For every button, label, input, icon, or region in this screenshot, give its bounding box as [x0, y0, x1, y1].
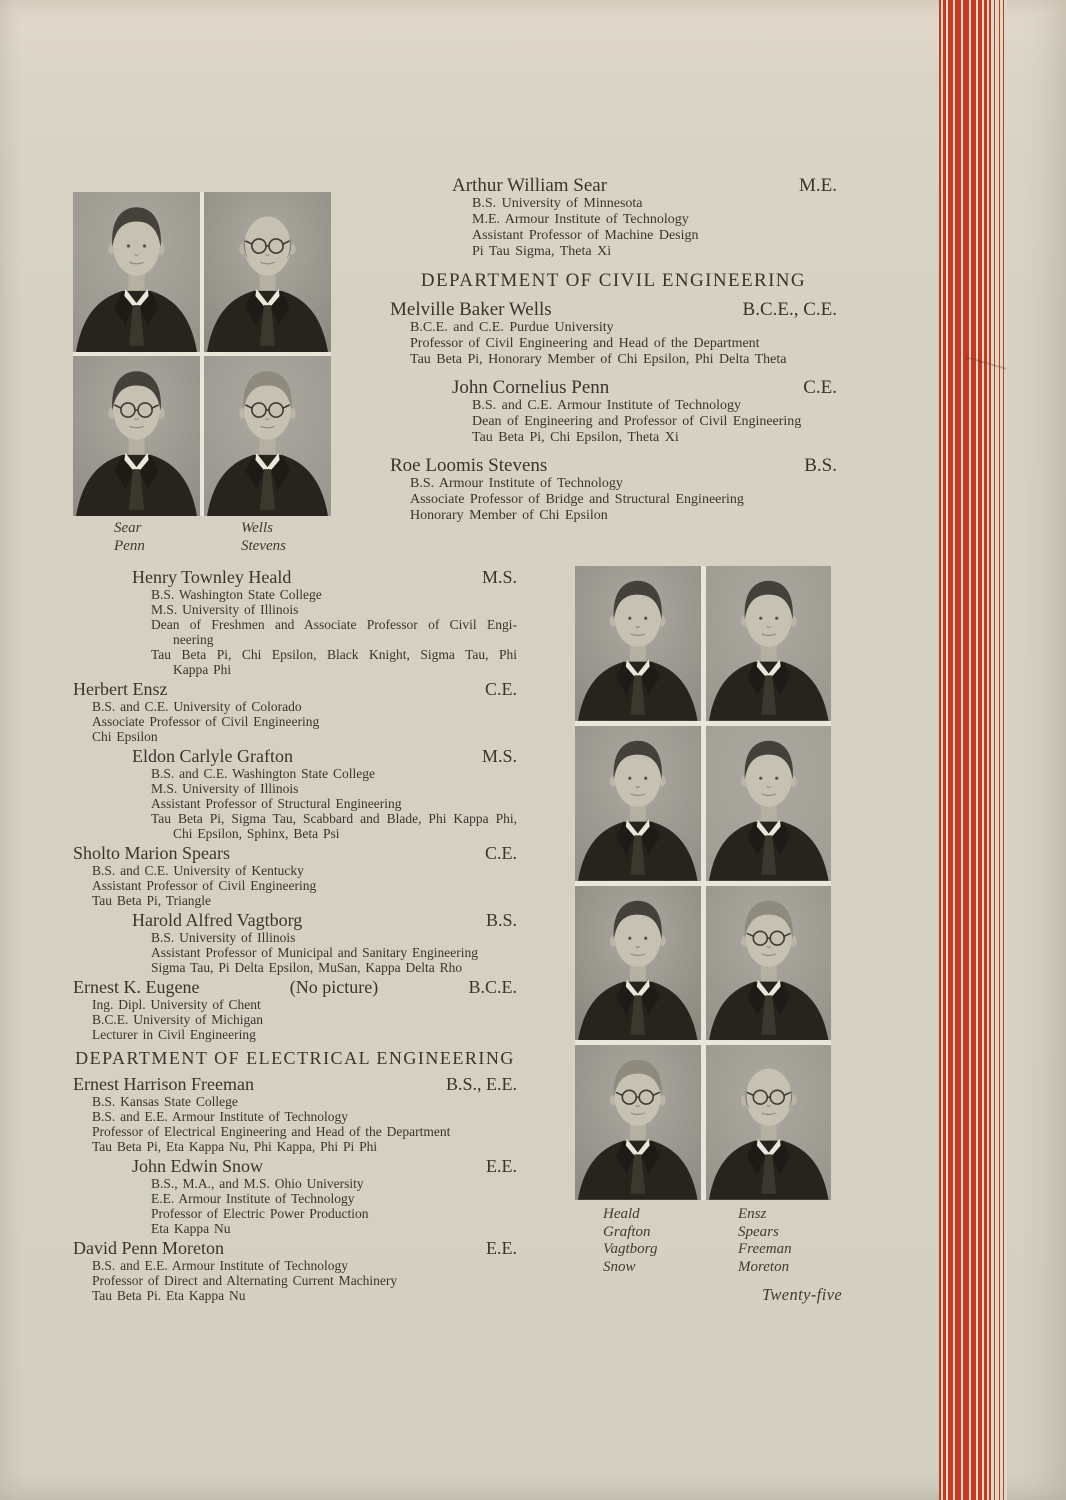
faculty-detail-line: Tau Beta Pi, Honorary Member of Chi Epsilon, Phi Delta Theta: [410, 352, 787, 367]
faculty-entry-head: [452, 176, 837, 196]
faculty-detail-line: Dean of Freshmen and Associate Professor of Civil Engi-: [151, 617, 517, 632]
photo-caption: Freeman: [738, 1241, 792, 1257]
faculty-degree: C.E.: [484, 843, 517, 863]
faculty-entry-head: [390, 300, 837, 320]
faculty-name: Ernest Harrison Freeman: [73, 1074, 254, 1094]
faculty-name: John Edwin Snow: [132, 1156, 264, 1176]
portrait-photo-penn: [73, 356, 200, 516]
faculty-degree: B.S.: [804, 455, 837, 476]
faculty-degree: M.E.: [799, 175, 837, 196]
faculty-name: Harold Alfred Vagtborg: [132, 910, 303, 930]
faculty-entry: [73, 911, 517, 975]
faculty-name: Sholto Marion Spears: [73, 843, 230, 863]
faculty-detail-line: Pi Tau Sigma, Theta Xi: [472, 244, 612, 259]
faculty-degree: B.C.E., C.E.: [742, 299, 837, 320]
faculty-detail-line: Dean of Engineering and Professor of Civil Engineering: [472, 414, 802, 429]
portrait-photo-vagtborg: [575, 886, 701, 1041]
faculty-entry-head: [73, 680, 517, 699]
faculty-detail-line: Eta Kappa Nu: [151, 1221, 231, 1236]
faculty-degree: M.S.: [481, 746, 517, 766]
faculty-details: [390, 320, 837, 368]
faculty-entry-head: [452, 378, 837, 398]
portrait-photo-snow: [575, 1045, 701, 1200]
faculty-degree: B.S.: [485, 910, 517, 930]
faculty-detail-line: Ing. Dipl. University of Chent: [92, 997, 261, 1012]
faculty-entry-head: [73, 844, 517, 863]
faculty-degree: M.S.: [481, 567, 517, 587]
faculty-detail-line: Kappa Phi: [173, 662, 232, 677]
faculty-detail-line: Assistant Professor of Machine Design: [472, 228, 699, 243]
portrait-photo-spears: [706, 726, 832, 881]
photo-caption: Vagtborg: [603, 1241, 658, 1257]
photo-caption: Moreton: [738, 1258, 790, 1275]
mechanical-entries-group: [390, 176, 837, 260]
top-faculty-block: [390, 176, 837, 534]
faculty-entry: [73, 568, 517, 677]
faculty-detail-line: B.S. and C.E. Washington State College: [151, 766, 376, 781]
faculty-detail-line: E.E. Armour Institute of Technology: [151, 1191, 355, 1206]
faculty-name: David Penn Moreton: [73, 1238, 224, 1258]
faculty-name: Roe Loomis Stevens: [390, 455, 548, 476]
portrait-photo-sear: [73, 192, 200, 352]
photo-caption: Ensz: [738, 1206, 767, 1222]
faculty-degree: E.E.: [486, 1238, 517, 1258]
no-picture-note: (No picture): [289, 977, 379, 997]
faculty-detail-line: Tau Beta Pi, Chi Epsilon, Theta Xi: [472, 430, 679, 445]
faculty-details: [73, 997, 517, 1042]
photo-caption: Sear: [114, 520, 142, 536]
faculty-entry-head: [73, 1239, 517, 1258]
binding-stripes-decoration: [939, 0, 1007, 1500]
faculty-entry: [73, 1075, 517, 1154]
faculty-detail-line: Honorary Member of Chi Epsilon: [410, 508, 608, 523]
civil-left-entries-group: [73, 568, 517, 1042]
left-photo-captions: [114, 520, 286, 555]
faculty-entry: [73, 1157, 517, 1236]
faculty-entry: [73, 844, 517, 908]
faculty-entry-head: [132, 568, 517, 587]
faculty-detail-line: Sigma Tau, Pi Delta Epsilon, MuSan, Kappa Delta Rho: [151, 960, 463, 975]
right-photo-grid: [575, 566, 831, 1200]
electrical-department-heading: DEPARTMENT OF ELECTRICAL ENGINEERING: [75, 1048, 515, 1068]
faculty-detail-line: B.C.E. and C.E. Purdue University: [410, 320, 614, 335]
faculty-entry-head: [132, 911, 517, 930]
faculty-entry: [390, 456, 837, 524]
faculty-detail-line: B.S. University of Minnesota: [472, 196, 643, 211]
faculty-degree: C.E.: [803, 377, 837, 398]
portrait-photo-ensz: [706, 566, 832, 721]
faculty-detail-line: Professor of Electrical Engineering and Head of the Department: [92, 1124, 451, 1139]
faculty-detail-line: B.S. and C.E. University of Colorado: [92, 699, 302, 714]
faculty-name: Eldon Carlyle Grafton: [132, 746, 293, 766]
photo-caption: Spears: [738, 1223, 779, 1240]
faculty-entry: [73, 747, 517, 841]
portrait-photo-stevens: [204, 356, 331, 516]
faculty-details: [73, 699, 517, 744]
faculty-name: Ernest K. Eugene: [73, 977, 200, 997]
faculty-entry-head: [390, 456, 837, 476]
faculty-name: John Cornelius Penn: [452, 377, 610, 398]
portrait-photo-wells: [204, 192, 331, 352]
faculty-detail-line: B.S. and C.E. Armour Institute of Technology: [472, 398, 741, 413]
faculty-name: Arthur William Sear: [452, 175, 608, 196]
faculty-name: Herbert Ensz: [73, 679, 168, 699]
faculty-detail-line: Tau Beta Pi, Chi Epsilon, Black Knight, Sigma Tau, Phi: [151, 647, 517, 662]
faculty-detail-line: Professor of Electric Power Production: [151, 1206, 369, 1221]
faculty-entry-head: [132, 747, 517, 766]
faculty-detail-line: M.E. Armour Institute of Technology: [472, 212, 689, 227]
faculty-detail-line: Assistant Professor of Structural Engineering: [151, 796, 402, 811]
faculty-detail-line: B.S. University of Illinois: [151, 930, 296, 945]
faculty-entry: [73, 1239, 517, 1303]
faculty-detail-line: M.S. University of Illinois: [151, 602, 299, 617]
faculty-detail-line: Tau Beta Pi, Eta Kappa Nu, Phi Kappa, Phi Pi Phi: [92, 1139, 378, 1154]
right-photo-captions: [603, 1206, 792, 1276]
photo-caption: Heald: [603, 1206, 640, 1222]
civil-department-heading: DEPARTMENT OF CIVIL ENGINEERING: [420, 270, 807, 291]
faculty-entry: [390, 300, 837, 368]
faculty-detail-line: Associate Professor of Civil Engineering: [92, 714, 320, 729]
faculty-detail-line: B.S. and E.E. Armour Institute of Technology: [92, 1109, 349, 1124]
faculty-details: [73, 1258, 517, 1303]
faculty-entry-head: [73, 1075, 517, 1094]
faculty-details: [452, 398, 837, 446]
faculty-detail-line: Chi Epsilon: [92, 729, 158, 744]
faculty-detail-line: B.S. Kansas State College: [92, 1094, 238, 1109]
photo-caption: Snow: [603, 1258, 636, 1275]
faculty-entry-head: [132, 1157, 517, 1176]
left-faculty-block: [73, 568, 517, 1306]
faculty-detail-line: Lecturer in Civil Engineering: [92, 1027, 256, 1042]
portrait-photo-heald: [575, 566, 701, 721]
faculty-detail-line: M.S. University of Illinois: [151, 781, 299, 796]
faculty-details: [132, 930, 517, 975]
faculty-detail-line: B.S., M.A., and M.S. Ohio University: [151, 1176, 364, 1191]
faculty-detail-line: Professor of Civil Engineering and Head of the Department: [410, 336, 760, 351]
faculty-entry-head: [73, 978, 517, 997]
faculty-entry: [390, 176, 837, 260]
faculty-details: [390, 476, 837, 524]
page-number: Twenty-five: [762, 1285, 843, 1304]
left-photo-grid: [73, 192, 331, 516]
faculty-detail-line: Associate Professor of Bridge and Structural Engineering: [410, 492, 744, 507]
faculty-details: [452, 196, 837, 260]
electrical-entries-group: [73, 1075, 517, 1303]
photo-caption: Wells: [241, 520, 273, 536]
faculty-detail-line: B.S. and E.E. Armour Institute of Technology: [92, 1258, 349, 1273]
faculty-detail-line: B.C.E. University of Michigan: [92, 1012, 263, 1027]
photo-caption: Stevens: [241, 537, 286, 554]
faculty-name: Henry Townley Heald: [132, 567, 292, 587]
civil-top-entries-group: [390, 300, 837, 524]
faculty-detail-line: Tau Beta Pi, Triangle: [92, 893, 212, 908]
faculty-detail-line: Tau Beta Pi, Sigma Tau, Scabbard and Blade, Phi Kappa Phi,: [151, 811, 517, 826]
portrait-photo-grafton: [575, 726, 701, 881]
faculty-name: Melville Baker Wells: [390, 299, 552, 320]
faculty-detail-line: B.S. Washington State College: [151, 587, 322, 602]
faculty-detail-line: neering: [173, 632, 214, 647]
faculty-entry: [73, 680, 517, 744]
faculty-degree: B.S., E.E.: [445, 1074, 517, 1094]
faculty-detail-line: Assistant Professor of Municipal and Sanitary Engineering: [151, 945, 478, 960]
faculty-degree: E.E.: [486, 1156, 517, 1176]
faculty-details: [132, 587, 517, 677]
faculty-degree: B.C.E.: [468, 977, 517, 997]
faculty-details: [73, 1094, 517, 1154]
portrait-photo-moreton: [706, 1045, 832, 1200]
photo-caption: Grafton: [603, 1223, 651, 1240]
faculty-details: [73, 863, 517, 908]
faculty-entry: [390, 378, 837, 446]
faculty-detail-line: Chi Epsilon, Sphinx, Beta Psi: [173, 826, 340, 841]
faculty-detail-line: Tau Beta Pi. Eta Kappa Nu: [92, 1288, 246, 1303]
faculty-detail-line: Professor of Direct and Alternating Current Machinery: [92, 1273, 398, 1288]
faculty-detail-line: B.S. and C.E. University of Kentucky: [92, 863, 304, 878]
faculty-entry: [73, 978, 517, 1042]
faculty-degree: C.E.: [484, 679, 517, 699]
faculty-detail-line: Assistant Professor of Civil Engineering: [92, 878, 317, 893]
photo-caption: Penn: [114, 537, 145, 554]
faculty-detail-line: B.S. Armour Institute of Technology: [410, 476, 623, 491]
faculty-details: [132, 1176, 517, 1236]
portrait-photo-freeman: [706, 886, 832, 1041]
faculty-details: [132, 766, 517, 841]
